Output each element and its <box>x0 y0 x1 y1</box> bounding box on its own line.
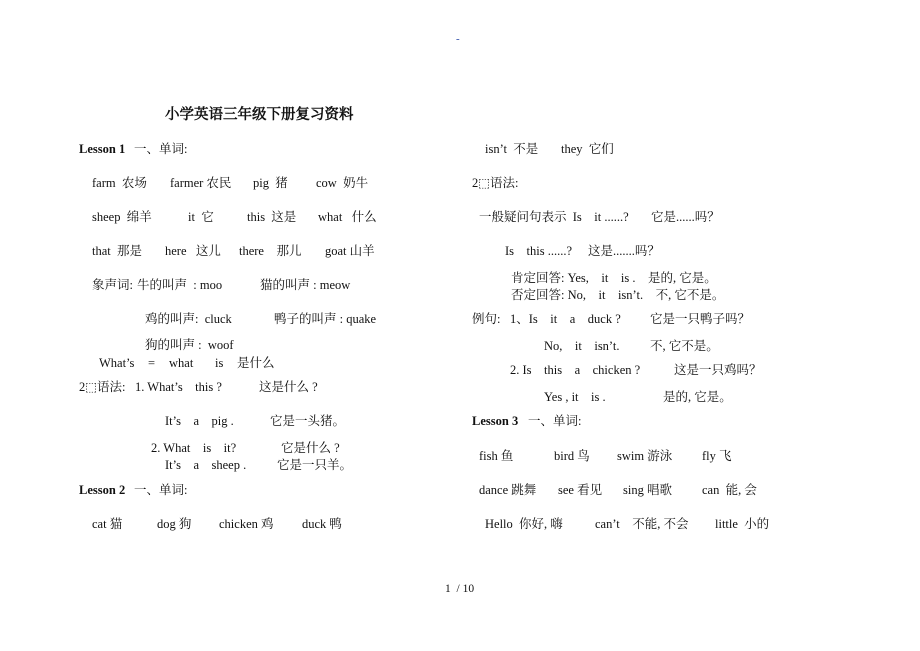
right-grammar-label: 2⬚语法: <box>472 176 519 190</box>
word-duck: duck 鸭 <box>302 517 342 531</box>
lesson2-label: Lesson 2 <box>79 483 126 497</box>
onom-cat: 猫的叫声 : meow <box>260 278 351 292</box>
whats-term: What’s <box>99 356 135 370</box>
word-they: they 它们 <box>561 142 614 156</box>
grammar-q2: 2. What is it? <box>151 441 237 455</box>
example-2-cn: 这是一只鸡吗？ <box>674 363 762 377</box>
word-fish: fish 鱼 <box>479 449 514 463</box>
onom-dog: 狗的叫声 : woof <box>145 338 234 352</box>
onomatopoeia-label: 象声词: <box>92 278 133 292</box>
word-swim: swim 游泳 <box>617 449 673 463</box>
word-there: there 那儿 <box>239 244 302 258</box>
word-what: what 什么 <box>318 210 377 224</box>
example-1-answer: No, it isn’t. <box>544 339 620 353</box>
question-form: 一般疑问句表示 Is it ......? <box>479 210 629 224</box>
word-chicken: chicken 鸡 <box>219 517 274 531</box>
header-mark: - <box>456 33 460 45</box>
grammar-q1-cn: 这是什么 ? <box>259 380 318 394</box>
whats-what: what <box>169 356 194 370</box>
word-cow: cow 奶牛 <box>316 176 369 190</box>
word-here: here 这儿 <box>165 244 221 258</box>
word-dog: dog 狗 <box>157 517 192 531</box>
grammar-a1: It’s a pig . <box>165 414 234 428</box>
grammar-label: 2⬚语法: <box>79 380 126 394</box>
word-pig: pig 猪 <box>253 176 288 190</box>
question-form-cn: 它是......吗？ <box>651 210 720 224</box>
word-goat: goat 山羊 <box>325 244 375 258</box>
example-1-cn: 它是一只鸭子吗？ <box>650 312 751 326</box>
word-sheep: sheep 绵羊 <box>92 210 152 224</box>
lesson1-label: Lesson 1 <box>79 142 126 156</box>
word-farmer: farmer 农民 <box>170 176 232 190</box>
negative-answer: 否定回答: No, it isn’t. 不, 它不是。 <box>511 288 725 302</box>
whats-is: is <box>215 356 224 370</box>
lesson2-subtitle: 一、单词: <box>134 483 188 497</box>
word-it: it 它 <box>188 210 214 224</box>
example-1: 1、Is it a duck ? <box>510 312 621 326</box>
word-farm: farm 农场 <box>92 176 147 190</box>
word-this: this 这是 <box>247 210 297 224</box>
affirmative-answer: 肯定回答: Yes, it is . 是的, 它是。 <box>511 271 717 285</box>
word-hello: Hello 你好, 嗨 <box>485 517 563 531</box>
lesson3-subtitle: 一、单词: <box>528 414 582 428</box>
word-isnt: isn’t 不是 <box>485 142 539 156</box>
word-cant: can’t 不能, 不会 <box>595 517 689 531</box>
grammar-a2-cn: 它是一只羊。 <box>277 458 353 472</box>
question-form-2-cn: 这是.......吗？ <box>588 244 660 258</box>
example-2: 2. Is this a chicken ? <box>510 363 641 377</box>
grammar-a2: It’s a sheep . <box>165 458 247 472</box>
word-that: that 那是 <box>92 244 142 258</box>
word-bird: bird 鸟 <box>554 449 590 463</box>
whats-meaning: 是什么 <box>237 356 275 370</box>
word-can: can 能, 会 <box>702 483 757 497</box>
page-number: 1 / 10 <box>445 583 475 595</box>
word-sing: sing 唱歌 <box>623 483 672 497</box>
word-cat: cat 猫 <box>92 517 123 531</box>
example-2-answer-cn: 是的, 它是。 <box>663 390 732 404</box>
word-see: see 看见 <box>558 483 603 497</box>
onom-duck: 鸭子的叫声 : quake <box>274 312 377 326</box>
example-2-answer: Yes , it is . <box>544 390 606 404</box>
question-form-2: Is this ......? <box>505 244 573 258</box>
onom-cow: 牛的叫声 : moo <box>137 278 223 292</box>
lesson1-subtitle: 一、单词: <box>134 142 188 156</box>
example-1-answer-cn: 不, 它不是。 <box>650 339 719 353</box>
page-title: 小学英语三年级下册复习资料 <box>165 107 354 123</box>
grammar-q2-cn: 它是什么 ? <box>281 441 340 455</box>
onom-chicken: 鸡的叫声: cluck <box>145 312 232 326</box>
grammar-a1-cn: 它是一头猪。 <box>270 414 346 428</box>
lesson3-label: Lesson 3 <box>472 414 519 428</box>
example-label: 例句: <box>472 312 501 326</box>
word-dance: dance 跳舞 <box>479 483 537 497</box>
word-fly: fly 飞 <box>702 449 732 463</box>
grammar-q1: 1. What’s this ? <box>135 380 222 394</box>
whats-equals: = <box>148 356 156 370</box>
word-little: little 小的 <box>715 517 770 531</box>
